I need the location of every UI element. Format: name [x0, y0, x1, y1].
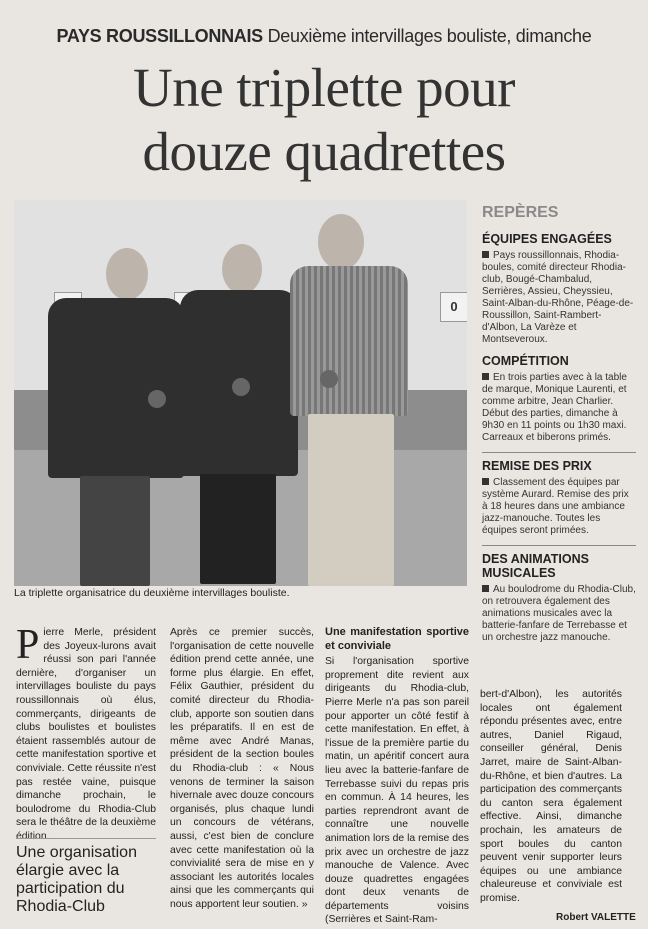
sidebar-text: Classement des équipes par système Aurard. Remise des prix à 18 heures dans une ambiance jazz-manouche. Toutes les équipes seront primées.	[482, 477, 629, 536]
sidebar-text: En trois parties avec à la table de marque, Monique Laurenti, et comme arbitre, Jean Charlier. Début des parties, dimanche à 9h30 en 11 points ou 1h30 maxi. Carreaux et biberons primés.	[482, 372, 627, 443]
reperes-sidebar	[476, 200, 636, 652]
kicker-text: Deuxième intervillages bouliste, dimanche	[267, 26, 592, 46]
kicker	[0, 26, 648, 47]
boule	[320, 370, 338, 388]
dropcap: P	[16, 622, 40, 668]
sidebar-text: Pays roussillonnais, Rhodia-boules, comité directeur Rhodia-club, Bougé-Chambalud, Serrières, Assieu, Cheyssieu, Saint-Alban-du-Rhône, Péage-de-Roussillon, Saint-Rambert-d'Albon, La Varèze et Montseveroux.	[482, 250, 634, 345]
column-text: ierre Merle, président des Joyeux-lurons avait réussi son pari l'année dernière, d'organiser un intervillages bouliste du pays roussillonnais où élus, commerçants, dirigeants de clubs boulistes et boulistes étaient rassemblés autour de cette manifestation sportive et conviviale. Cette réussite n'est pas restée vaine, puisque dimanche prochain, le boulodrome du Rhodia-Club sera le théâtre de la deuxième édition.	[16, 627, 157, 842]
sidebar-heading: COMPÉTITION	[482, 354, 569, 368]
article-column-1	[16, 622, 157, 844]
article-column-4	[480, 688, 622, 906]
sidebar-heading: REMISE DES PRIX	[482, 459, 592, 473]
column-text: Après ce premier succès, l'organisation de cette nouvelle édition prend cette année, une forme plus élargie. En effet, Félix Gauthier, président du comité directeur du Rhodia-club, apporte son soutien dans les préparatifs. Il en est de même avec André Manas, président de la section boules du Rhodia-club : « Nous venons de terminer la saison hivernale avec douze concours organisés, plus chaque lundi un concours de vétérans, aussi, c'est bien de conclure avec cette manifestation où la convivialité sera de mise en y associant les autorités locales ainsi que les commerçants qui nous apportent leur soutien. »	[170, 627, 314, 910]
bullet-square-icon	[482, 478, 489, 485]
photo-caption: La triplette organisatrice du deuxième intervillages bouliste.	[14, 587, 290, 599]
trousers	[308, 414, 394, 586]
jacket	[48, 298, 184, 478]
article-column-3	[325, 626, 469, 927]
trousers	[80, 476, 150, 586]
divider	[482, 452, 636, 453]
headline-line-2: douze quadrettes	[142, 121, 506, 182]
column-text: Si l'organisation sportive proprement dite revient aux dirigeants du Rhodia-club, Pierre Merle n'a pas son pareil pour apporter un côté festif à cette manifestation. En effet, à l'issue de la première partie du matin, un apéritif concert aura lieu avec la batterie-fanfare de Terrebasse suivi du repas pris en commun. À 14 heures, les parties reprendront avant de connaître une nouvelle animation lors de la remise des prix avec un orchestre de jazz manouche de Valence. Avec douze quadrettes engagées dont deux venants de départements voisins (Serrières et Saint-Ram-	[325, 656, 469, 926]
column-text: bert-d'Albon), les autorités locales ont également répondu présentes avec, entre autres, Daniel Rigaud, conseiller général, Denis Jarret, maire de Saint-Alban-du-Rhône, et bien d'autres. La participation des commerçants du canton sera également effective. Ainsi, dimanche prochain, les amateurs de sport boules du canton peuvent venir supporter leurs équipes ou une ambiance chaleureuse et conviviale est promise.	[480, 689, 622, 904]
head	[318, 214, 364, 270]
sidebar-heading: ÉQUIPES ENGAGÉES	[482, 232, 612, 246]
trousers	[200, 474, 276, 584]
sidebar-text: Au boulodrome du Rhodia-Club, on retrouvera également des animations musicales avec la batterie-fanfare de Terrebasse et un orchestre jazz manouche.	[482, 584, 636, 643]
signature: Robert VALETTE	[556, 912, 636, 923]
checked-shirt	[290, 266, 408, 416]
head	[222, 244, 262, 294]
bullet-square-icon	[482, 251, 489, 258]
headline-line-1: Une triplette pour	[133, 57, 515, 118]
kicker-section: PAYS ROUSSILLONNAIS	[56, 26, 263, 46]
article-photo	[14, 200, 467, 586]
bullet-square-icon	[482, 585, 489, 592]
boule	[232, 378, 250, 396]
head	[106, 248, 148, 300]
article-subhead: Une organisation élargie avec la participation du Rhodia-Club	[16, 844, 137, 915]
scoreboard: 0	[440, 292, 467, 322]
headline	[0, 56, 648, 184]
divider	[16, 838, 156, 839]
column-heading: Une manifestation sportive et conviviale	[325, 626, 469, 652]
article-column-2	[170, 626, 314, 911]
divider	[482, 545, 636, 546]
sidebar-heading: DES ANIMATIONS MUSICALES	[482, 552, 589, 580]
sidebar-title: REPÈRES	[482, 204, 559, 221]
bullet-square-icon	[482, 373, 489, 380]
boule	[148, 390, 166, 408]
